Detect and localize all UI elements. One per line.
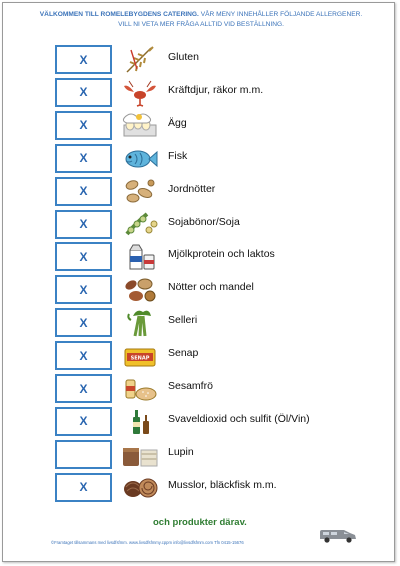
allergen-label: Lupin bbox=[168, 445, 194, 458]
allergen-label: Sesamfrö bbox=[168, 380, 213, 392]
allergen-label: Nötter och mandel bbox=[168, 281, 254, 294]
shell-icon bbox=[121, 473, 159, 502]
allergen-label: Kräftdjur, räkor m.m. bbox=[168, 83, 264, 96]
allergen-row bbox=[3, 339, 394, 372]
allergen-checkbox: X bbox=[55, 275, 112, 304]
allergen-checkbox: X bbox=[55, 78, 112, 107]
allergen-label: Sojabönor/Soja bbox=[168, 215, 240, 228]
allergen-label: Senap bbox=[168, 347, 199, 360]
allergen-sheet bbox=[2, 2, 395, 562]
allergen-row bbox=[3, 306, 394, 339]
footer-note: och produkter därav. bbox=[153, 517, 247, 528]
allergen-row bbox=[3, 208, 394, 241]
allergen-checkbox: X bbox=[55, 45, 112, 74]
allergen-label: Svaveldioxid och sulfit (Öl/Vin) bbox=[168, 412, 310, 425]
allergen-label: Gluten bbox=[168, 51, 199, 63]
allergen-label: Selleri bbox=[168, 314, 198, 327]
allergen-checkbox: X bbox=[55, 341, 112, 370]
bottles-icon bbox=[121, 407, 159, 436]
nuts-icon bbox=[121, 275, 159, 304]
allergen-row bbox=[3, 43, 394, 76]
allergen-label: Musslor, bläckfisk m.m. bbox=[168, 478, 277, 491]
sesame-icon bbox=[121, 374, 159, 403]
allergen-checkbox: X bbox=[55, 473, 112, 502]
fish-icon bbox=[121, 144, 159, 173]
allergen-label: Jordnötter bbox=[168, 182, 216, 195]
allergen-checkbox: X bbox=[55, 374, 112, 403]
allergen-checkbox: X bbox=[55, 242, 112, 271]
allergen-row bbox=[3, 273, 394, 306]
allergen-row bbox=[3, 438, 394, 471]
allergen-row bbox=[3, 76, 394, 109]
milk-icon bbox=[121, 242, 159, 271]
mustard-icon bbox=[121, 341, 159, 370]
svg-text:SENAP: SENAP bbox=[130, 355, 150, 362]
wheat-icon bbox=[121, 45, 159, 74]
crayfish-icon bbox=[121, 78, 159, 107]
allergen-checkbox: X bbox=[55, 177, 112, 206]
allergen-label: Mjölkprotein och laktos bbox=[168, 248, 275, 261]
allergen-checkbox bbox=[55, 440, 112, 469]
allergen-label: Ägg bbox=[168, 116, 187, 129]
soybean-icon bbox=[121, 210, 159, 239]
allergen-row bbox=[3, 142, 394, 175]
allergen-list bbox=[3, 3, 394, 561]
header-ask-note: VILL NI VETA MER FRÅGA ALLTID VID BESTÄLLNING. bbox=[118, 21, 284, 28]
allergen-row bbox=[3, 175, 394, 208]
van-icon bbox=[318, 525, 358, 545]
footer-credit: ©Framtaget tillsammans med livsdfsfmm. www.livsdfsfmmy.cppm info@livsdfsfmm.com Tfn 0415-15676 bbox=[51, 540, 244, 545]
peanut-icon bbox=[121, 177, 159, 206]
celery-icon bbox=[121, 308, 159, 337]
allergen-checkbox: X bbox=[55, 111, 112, 140]
allergen-row bbox=[3, 471, 394, 504]
allergen-row bbox=[3, 240, 394, 273]
allergen-checkbox: X bbox=[55, 144, 112, 173]
allergen-checkbox: X bbox=[55, 210, 112, 239]
allergen-checkbox: X bbox=[55, 308, 112, 337]
lupin-icon bbox=[121, 440, 159, 469]
allergen-row bbox=[3, 109, 394, 142]
egg-icon bbox=[121, 111, 159, 140]
header-allergen-intro: VÅR MENY INNEHÅLLER FÖLJANDE ALLERGENER. bbox=[198, 11, 363, 18]
allergen-checkbox: X bbox=[55, 407, 112, 436]
header-welcome: VÄLKOMMEN TILL ROMELEBYGDENS CATERING. bbox=[39, 11, 199, 18]
allergen-row bbox=[3, 372, 394, 405]
allergen-label: Fisk bbox=[168, 149, 188, 162]
allergen-row bbox=[3, 405, 394, 438]
